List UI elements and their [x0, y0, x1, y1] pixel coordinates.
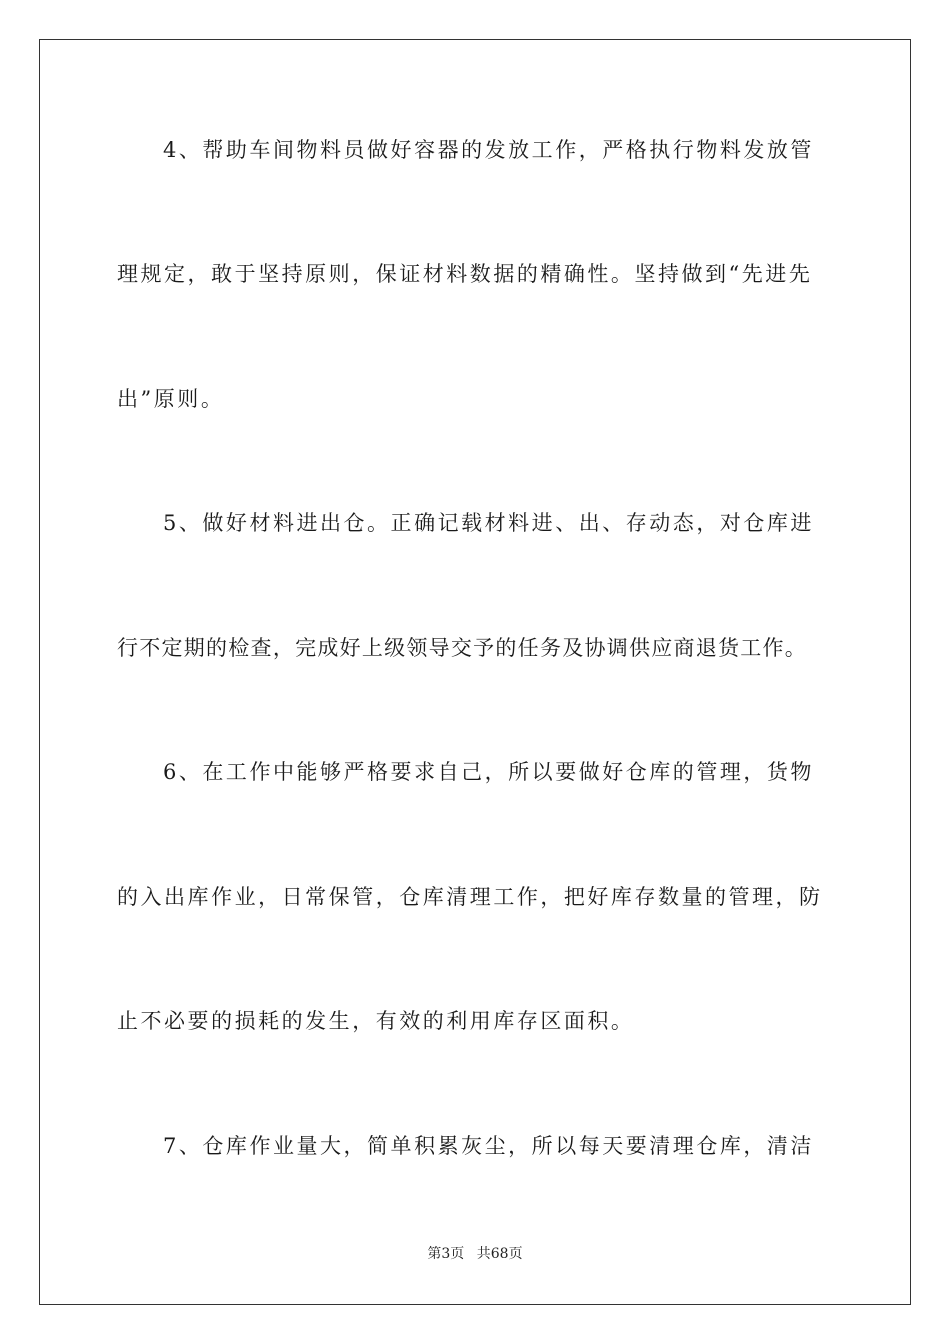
paragraph-4-line-2: 理规定，敢于坚持原则，保证材料数据的精确性。坚持做到“先进先 [117, 262, 813, 286]
paragraph-6-line-3: 止不必要的损耗的发生，有效的利用库存区面积。 [117, 1009, 635, 1033]
paragraph-7-line-1: 7、仓库作业量大，简单积累灰尘，所以每天要清理仓库，清洁 [163, 1134, 814, 1158]
paragraph-4-line-3: 出”原则。 [117, 387, 225, 411]
page-border [39, 39, 911, 1305]
total-pages: 共68页 [476, 1246, 523, 1262]
paragraph-6-line-1: 6、在工作中能够严格要求自己，所以要做好仓库的管理，货物 [163, 760, 814, 784]
paragraph-6-line-2: 的入出库作业，日常保管，仓库清理工作，把好库存数量的管理，防 [117, 885, 823, 909]
paragraph-4-line-1: 4、帮助车间物料员做好容器的发放工作，严格执行物料发放管 [163, 138, 814, 162]
page-footer [0, 1245, 950, 1263]
paragraph-5-line-2: 行不定期的检查，完成好上级领导交予的任务及协调供应商退货工作。 [117, 636, 808, 660]
current-page-number: 第3页 [427, 1246, 465, 1262]
paragraph-5-line-1: 5、做好材料进出仓。正确记载材料进、出、存动态，对仓库进 [163, 511, 814, 535]
